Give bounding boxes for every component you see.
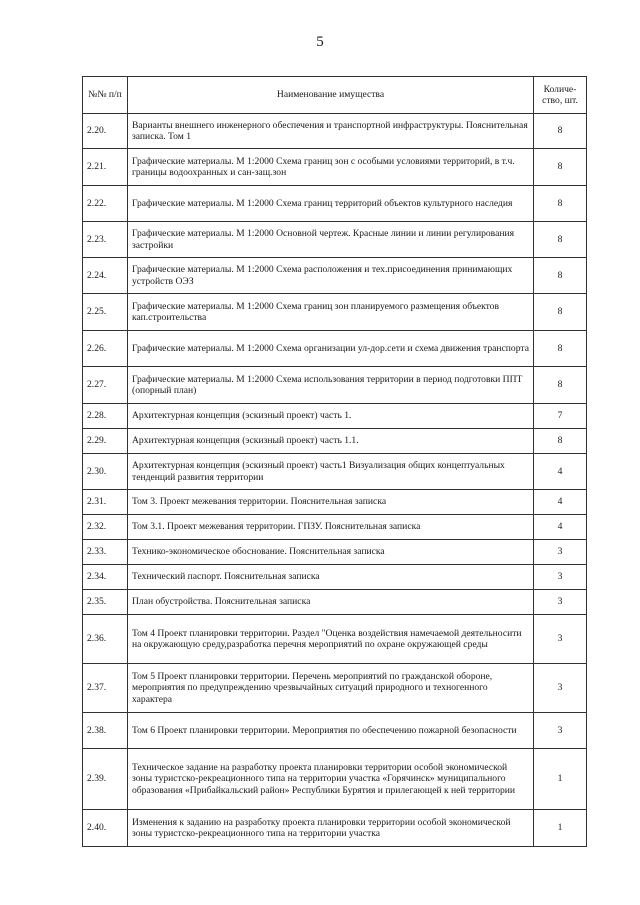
row-number: 2.39.	[83, 749, 128, 810]
header-number: №№ п/п	[83, 77, 128, 114]
row-number: 2.27.	[83, 367, 128, 404]
row-name: Графические материалы. М 1:2000 Схема границ зон планируемого размещения объектов кап.строительства	[128, 294, 534, 331]
row-quantity: 4	[534, 515, 587, 540]
row-number: 2.29.	[83, 429, 128, 454]
table-row	[83, 490, 587, 515]
row-name: Варианты внешнего инженерного обеспечения и транспортной инфраструктуры. Пояснительная записка. Том 1	[128, 114, 534, 149]
row-name: Архитектурная концепция (эскизный проект) часть 1.1.	[128, 429, 534, 454]
row-number: 2.38.	[83, 713, 128, 749]
row-number: 2.24.	[83, 258, 128, 294]
table-row	[83, 331, 587, 367]
row-number: 2.37.	[83, 664, 128, 713]
row-quantity: 8	[534, 294, 587, 331]
row-quantity: 8	[534, 331, 587, 367]
table-row	[83, 429, 587, 454]
row-quantity: 3	[534, 713, 587, 749]
row-quantity: 3	[534, 540, 587, 565]
row-number: 2.28.	[83, 404, 128, 429]
row-name: Изменения к заданию на разработку проекта планировки территории особой экономической зоны туристско-рекреационного типа на территории участка	[128, 810, 534, 847]
property-table	[82, 76, 587, 847]
row-name: Технический паспорт. Пояснительная записка	[128, 565, 534, 590]
row-number: 2.31.	[83, 490, 128, 515]
row-number: 2.23.	[83, 222, 128, 258]
row-number: 2.20.	[83, 114, 128, 149]
row-quantity: 8	[534, 186, 587, 222]
row-quantity: 3	[534, 664, 587, 713]
row-quantity: 3	[534, 565, 587, 590]
table-row	[83, 713, 587, 749]
row-number: 2.35.	[83, 590, 128, 615]
row-name: Архитектурная концепция (эскизный проект) часть1 Визуализация общих концептуальных тенденций развития территории	[128, 454, 534, 490]
header-quantity: Количе-ство, шт.	[534, 77, 587, 114]
table-row	[83, 367, 587, 404]
row-number: 2.36.	[83, 615, 128, 664]
row-quantity: 8	[534, 149, 587, 186]
table-body	[83, 114, 587, 847]
table-row	[83, 749, 587, 810]
table-row	[83, 664, 587, 713]
row-quantity: 8	[534, 429, 587, 454]
table-row	[83, 294, 587, 331]
row-name: Том 5 Проект планировки территории. Перечень мероприятий по гражданской обороне, мероприятия по предупреждению чрезвычайных ситуаций природного и техногенного характера	[128, 664, 534, 713]
row-name: Графические материалы. М 1:2000 Основной чертеж. Красные линии и линии регулирования застройки	[128, 222, 534, 258]
row-number: 2.34.	[83, 565, 128, 590]
row-name: Том 3. Проект межевания территории. Пояснительная записка	[128, 490, 534, 515]
row-name: Том 3.1. Проект межевания территории. ГПЗУ. Пояснительная записка	[128, 515, 534, 540]
row-quantity: 1	[534, 749, 587, 810]
table-row	[83, 810, 587, 847]
table-row	[83, 515, 587, 540]
row-name: План обустройства. Пояснительная записка	[128, 590, 534, 615]
row-number: 2.32.	[83, 515, 128, 540]
table-header-row	[83, 77, 587, 114]
table-row	[83, 404, 587, 429]
row-quantity: 7	[534, 404, 587, 429]
row-number: 2.33.	[83, 540, 128, 565]
row-quantity: 4	[534, 490, 587, 515]
table-row	[83, 615, 587, 664]
row-name: Архитектурная концепция (эскизный проект) часть 1.	[128, 404, 534, 429]
row-number: 2.21.	[83, 149, 128, 186]
row-name: Технико-экономическое обоснование. Пояснительная записка	[128, 540, 534, 565]
table-row	[83, 149, 587, 186]
row-number: 2.30.	[83, 454, 128, 490]
row-quantity: 4	[534, 454, 587, 490]
table-row	[83, 114, 587, 149]
row-name: Графические материалы. М 1:2000 Схема организации ул-дор.сети и схема движения транспорта	[128, 331, 534, 367]
row-name: Графические материалы. М 1:2000 Схема границ зон с особыми условиями территорий, в т.ч. границы водоохранных и сан-защ.зон	[128, 149, 534, 186]
row-name: Графические материалы. М 1:2000 Схема расположения и тех.присоединения принимающих устройств ОЭЗ	[128, 258, 534, 294]
row-quantity: 1	[534, 810, 587, 847]
table-row	[83, 565, 587, 590]
row-quantity: 8	[534, 367, 587, 404]
page-number: 5	[316, 34, 324, 50]
table-row	[83, 258, 587, 294]
row-quantity: 8	[534, 222, 587, 258]
row-name: Графические материалы. М 1:2000 Схема использования территории в период подготовки ППТ (опорный план)	[128, 367, 534, 404]
row-name: Техническое задание на разработку проекта планировки территории особой экономической зоны туристско-рекреационного типа на территории участка «Горячинск» муниципального образования «Прибайкальский район» Республики Бурятия и прилегающей к ней территории	[128, 749, 534, 810]
header-name: Наименование имущества	[128, 77, 534, 114]
row-quantity: 8	[534, 114, 587, 149]
row-number: 2.40.	[83, 810, 128, 847]
table-row	[83, 540, 587, 565]
row-quantity: 8	[534, 258, 587, 294]
row-quantity: 3	[534, 590, 587, 615]
table-row	[83, 454, 587, 490]
table-row	[83, 222, 587, 258]
row-name: Том 4 Проект планировки территории. Раздел "Оценка воздействия намечаемой деятельносити на окружающую среду,разработка перечня мероприятий по охране окружающей среды	[128, 615, 534, 664]
row-number: 2.22.	[83, 186, 128, 222]
table-row	[83, 590, 587, 615]
table-row	[83, 186, 587, 222]
row-number: 2.25.	[83, 294, 128, 331]
row-number: 2.26.	[83, 331, 128, 367]
row-name: Графические материалы. М 1:2000 Схема границ территорий объектов культурного наследия	[128, 186, 534, 222]
row-name: Том 6 Проект планировки территории. Мероприятия по обеспечению пожарной безопасности	[128, 713, 534, 749]
row-quantity: 3	[534, 615, 587, 664]
